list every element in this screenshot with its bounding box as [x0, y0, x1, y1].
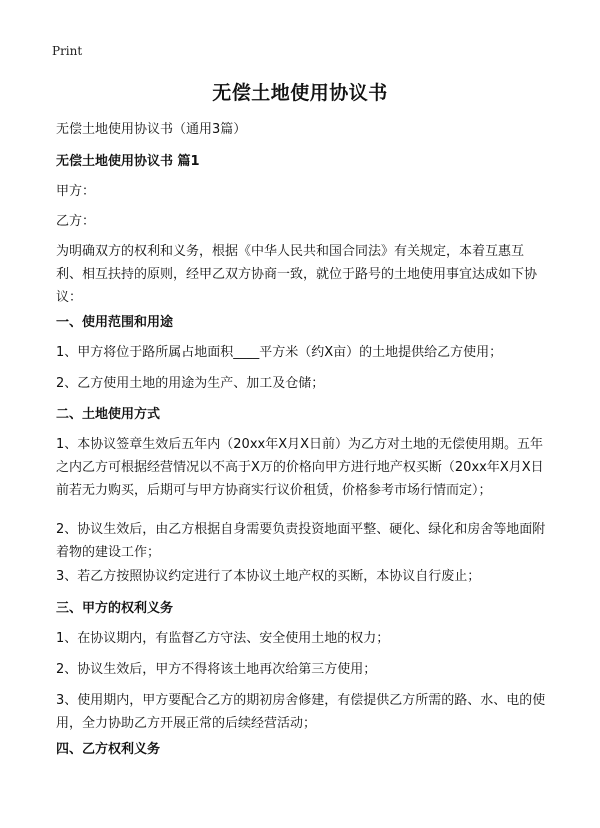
clause-2-1: 1、本协议签章生效后五年内（20xx年X月X日前）为乙方对土地的无偿使用期。五年之内乙方可根据经营情况以不高于X万的价格向甲方进行地产权买断（20xx年X月X日前若无力购买，后期可与甲方协商实行议价租赁，价格参考市场行情而定）； [56, 437, 544, 498]
document-title: 无偿土地使用协议书 [212, 82, 388, 104]
clause-1-2: 2、乙方使用土地的用途为生产、加工及仓储； [56, 376, 325, 391]
section-title: 无偿土地使用协议书 篇1 [56, 154, 200, 169]
intro-paragraph: 为明确双方的权利和义务，根据《中华人民共和国合同法》有关规定，本着互惠互利、相互扶持的原则，经甲乙双方协商一致，就位于路号的土地使用事宜达成如下协议： [56, 244, 538, 305]
clause-3-3: 3、使用期内，甲方要配合乙方的期初房舍修建，有偿提供乙方所需的路、水、电的使用，全力协助乙方开展正常的后续经营活动； [56, 693, 546, 731]
clause-3-1: 1、在协议期内，有监督乙方守法、安全使用土地的权力； [56, 631, 390, 646]
party-a-label: 甲方： [56, 184, 96, 199]
clause-3-2: 2、协议生效后，甲方不得将该土地再次给第三方使用； [56, 662, 377, 677]
heading-3: 三、甲方的权利义务 [56, 601, 174, 616]
clause-2-3: 3、若乙方按照协议约定进行了本协议土地产权的买断，本协议自行废止； [56, 569, 481, 584]
heading-4: 四、乙方权利义务 [56, 742, 161, 757]
document-subtitle: 无偿土地使用协议书（通用3篇） [56, 122, 247, 137]
clause-1-1: 1、甲方将位于路所属占地面积____平方米（约X亩）的土地提供给乙方使用； [56, 345, 503, 360]
clause-2-2: 2、协议生效后，由乙方根据自身需要负责投资地面平整、硬化、绿化和房舍等地面附着物的建设工作； [56, 522, 546, 560]
heading-2: 二、土地使用方式 [56, 407, 161, 422]
party-b-label: 乙方： [56, 214, 96, 229]
heading-1: 一、使用范围和用途 [56, 315, 174, 330]
print-link[interactable]: Print [52, 44, 83, 58]
